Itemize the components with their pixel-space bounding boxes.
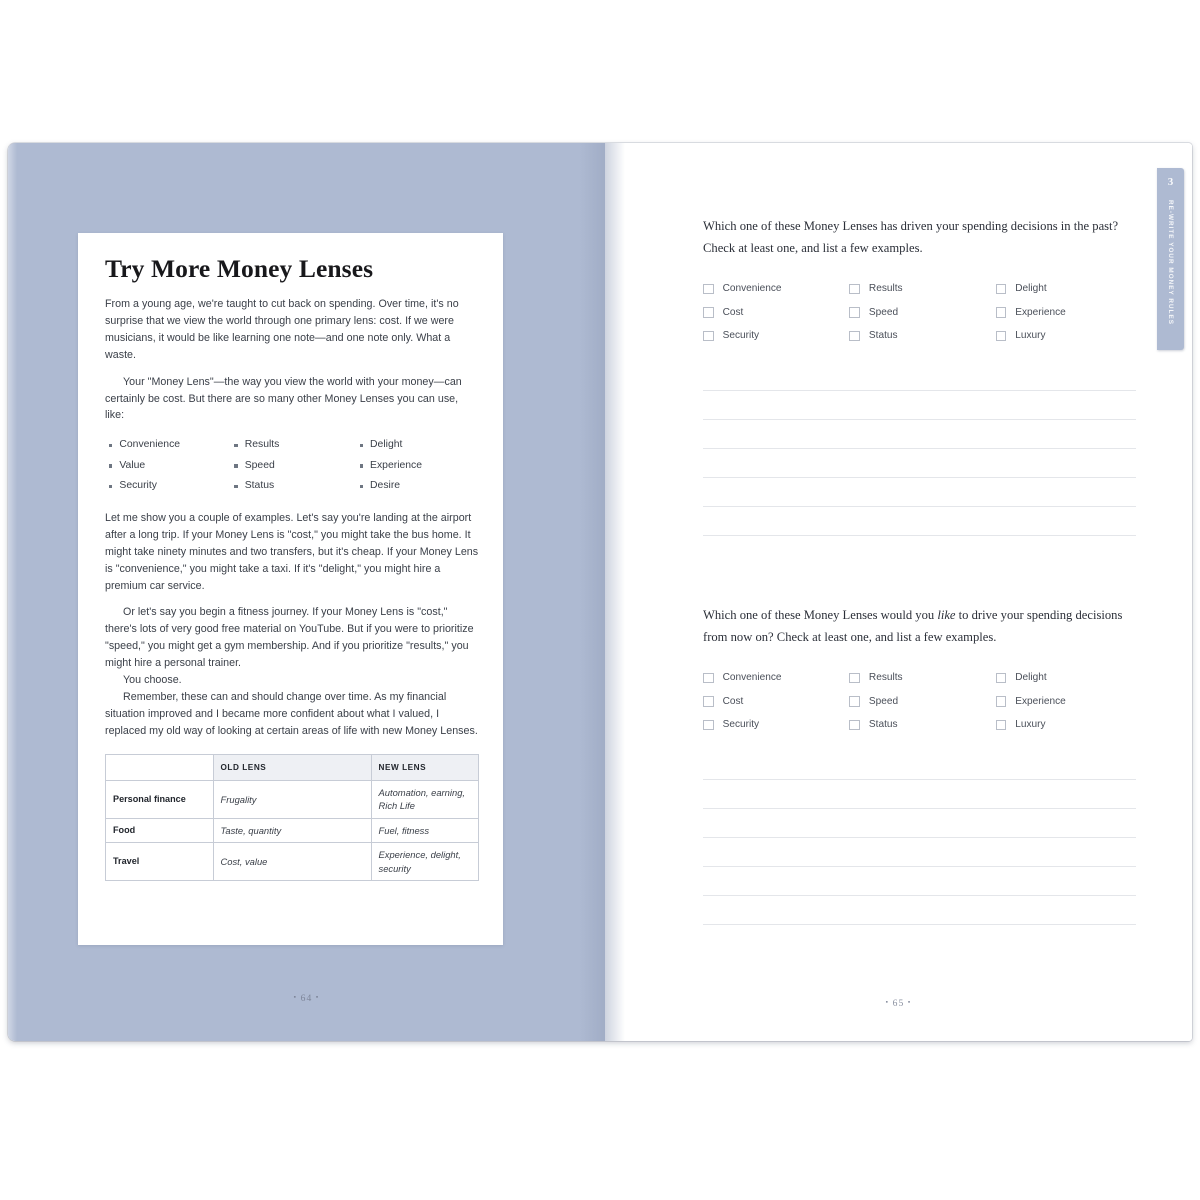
checkbox-option-luxury[interactable] xyxy=(996,324,1136,348)
checkbox-icon[interactable] xyxy=(703,720,714,731)
table-row-label: Food xyxy=(106,818,214,842)
square-bullet-icon xyxy=(360,444,363,447)
example-paragraph-fitness: Or let's say you begin a fitness journey. If your Money Lens is "cost," there's lots of very good free material on YouTube. But if you were to prioritize "speed," you might get a gym membership. And if you prioritize "results," you might hire a personal trainer. xyxy=(105,606,474,670)
write-area-future[interactable] xyxy=(703,751,1136,925)
checkbox-icon[interactable] xyxy=(996,696,1007,707)
checkbox-option-convenience[interactable] xyxy=(703,666,843,690)
list-item-label: Status xyxy=(244,480,275,492)
table-cell-new-lens: Experience, delight, security xyxy=(371,843,479,881)
money-lens-list xyxy=(109,435,479,497)
list-item xyxy=(109,435,228,456)
checkbox-label: Speed xyxy=(868,306,899,318)
folio-number: 65 xyxy=(892,998,905,1009)
write-line[interactable] xyxy=(703,362,1136,391)
you-choose-paragraph: You choose. xyxy=(123,674,182,687)
prompt-two-part-a: Which one of these Money Lenses would you xyxy=(703,608,938,622)
checkbox-option-results[interactable] xyxy=(849,666,989,690)
left-page-content-card xyxy=(78,233,503,945)
square-bullet-icon xyxy=(109,464,112,467)
checkbox-icon[interactable] xyxy=(703,307,714,318)
square-bullet-icon xyxy=(234,444,237,447)
checkbox-icon[interactable] xyxy=(703,331,714,342)
page-number-right xyxy=(605,998,1192,1009)
list-item-label: Delight xyxy=(370,439,403,451)
folio-mark-icon: ▪ xyxy=(907,999,912,1006)
checkbox-option-cost[interactable] xyxy=(703,690,843,714)
square-bullet-icon xyxy=(109,444,112,447)
checkbox-option-status[interactable] xyxy=(849,713,989,737)
checkbox-icon[interactable] xyxy=(703,673,714,684)
table-cell-new-lens: Fuel, fitness xyxy=(371,818,479,842)
checkbox-label: Convenience xyxy=(722,672,782,683)
checkbox-option-delight[interactable] xyxy=(996,666,1136,690)
checkbox-label: Results xyxy=(868,672,903,683)
checkbox-group-future xyxy=(703,666,1136,737)
write-area-past[interactable] xyxy=(703,362,1136,536)
checkbox-icon[interactable] xyxy=(849,284,860,295)
table-header-row xyxy=(106,754,479,780)
checkbox-icon[interactable] xyxy=(849,331,860,342)
table-row xyxy=(106,843,479,881)
checkbox-label: Security xyxy=(722,719,760,731)
list-item xyxy=(234,435,353,456)
checkbox-label: Cost xyxy=(722,695,744,707)
table-cell-old-lens: Cost, value xyxy=(213,843,371,881)
left-page xyxy=(8,143,605,1041)
write-line[interactable] xyxy=(703,809,1136,838)
checkbox-icon[interactable] xyxy=(996,331,1007,342)
checkbox-option-delight[interactable] xyxy=(996,277,1136,301)
checkbox-icon[interactable] xyxy=(703,696,714,707)
checkbox-icon[interactable] xyxy=(996,307,1007,318)
write-line[interactable] xyxy=(703,449,1136,478)
prompt-two-block xyxy=(703,605,1136,925)
list-item xyxy=(234,456,353,477)
square-bullet-icon xyxy=(360,485,363,488)
checkbox-label: Luxury xyxy=(1015,330,1046,342)
folio-mark-icon: ▪ xyxy=(293,994,298,1001)
right-page xyxy=(605,143,1192,1041)
table-cell-old-lens: Frugality xyxy=(213,781,371,819)
list-item-label: Speed xyxy=(244,459,275,471)
checkbox-option-cost[interactable] xyxy=(703,301,843,325)
square-bullet-icon xyxy=(234,485,237,488)
square-bullet-icon xyxy=(109,485,112,488)
checkbox-label: Speed xyxy=(868,695,899,707)
write-line[interactable] xyxy=(703,838,1136,867)
checkbox-label: Delight xyxy=(1015,672,1047,683)
write-line[interactable] xyxy=(703,507,1136,536)
example-paragraph-airport: Let me show you a couple of examples. Let's say you're landing at the airport after a long trip. If your Money Lens is "cost," you might take the bus home. It might take ninety minutes and two transfers, but it's cheap. If your Money Lens is "convenience," you might take a taxi. If it's "delight," you might hire a premium car service. xyxy=(105,511,479,592)
write-line[interactable] xyxy=(703,420,1136,449)
checkbox-option-security[interactable] xyxy=(703,713,843,737)
checkbox-group-past xyxy=(703,277,1136,348)
prompt-two-emphasis: like xyxy=(937,608,956,622)
list-item-label: Value xyxy=(119,459,146,471)
checkbox-option-speed[interactable] xyxy=(849,690,989,714)
list-item-label: Experience xyxy=(370,459,423,471)
checkbox-option-experience[interactable] xyxy=(996,301,1136,325)
list-item xyxy=(360,476,479,497)
intro-paragraph-1: From a young age, we're taught to cut back on spending. Over time, it's no surprise that we view the world through one primary lens: cost. If we were musicians, it would be like learning one note—and one note only. What a waste. xyxy=(105,298,459,361)
prompt-two-part-b: to drive your spending decisions from now on? Check at least one, and list a few examples. xyxy=(703,608,1123,644)
checkbox-icon[interactable] xyxy=(849,696,860,707)
page-title: Try More Money Lenses xyxy=(105,254,374,283)
table-row xyxy=(106,818,479,842)
list-item xyxy=(234,476,353,497)
checkbox-label: Cost xyxy=(722,306,744,318)
checkbox-option-results[interactable] xyxy=(849,277,989,301)
table-header-old-lens: OLD LENS xyxy=(213,754,371,780)
prompt-one-text: Which one of these Money Lenses has driven your spending decisions in the past? Check at least one, and list a few examples. xyxy=(703,219,1119,255)
prompt-two-text xyxy=(703,605,1136,648)
checkbox-icon[interactable] xyxy=(703,284,714,295)
checkbox-label: Experience xyxy=(1015,306,1066,318)
checkbox-option-security[interactable] xyxy=(703,324,843,348)
square-bullet-icon xyxy=(360,464,363,467)
checkbox-icon[interactable] xyxy=(996,673,1007,684)
page-number-left xyxy=(8,993,605,1004)
list-item xyxy=(109,456,228,477)
checkbox-option-convenience[interactable] xyxy=(703,277,843,301)
list-item-label: Desire xyxy=(370,480,401,492)
chapter-title-vertical: RE-WRITE YOUR MONEY RULES xyxy=(1167,200,1174,326)
checkbox-icon[interactable] xyxy=(849,720,860,731)
table-cell-new-lens: Automation, earning, Rich Life xyxy=(371,781,479,819)
checkbox-option-status[interactable] xyxy=(849,324,989,348)
checkbox-label: Status xyxy=(868,719,898,731)
checkbox-icon[interactable] xyxy=(849,673,860,684)
intro-paragraph-2: Your "Money Lens"—the way you view the world with your money—can certainly be cost. But there are so many other Money Lenses you can use, like: xyxy=(105,375,462,422)
table-header-new-lens: NEW LENS xyxy=(371,754,479,780)
checkbox-option-speed[interactable] xyxy=(849,301,989,325)
book-spread xyxy=(8,143,1192,1041)
checkbox-label: Luxury xyxy=(1015,719,1046,731)
checkbox-label: Convenience xyxy=(722,283,782,294)
table-row-label: Travel xyxy=(106,843,214,881)
table-row-label: Personal finance xyxy=(106,781,214,819)
write-line[interactable] xyxy=(703,751,1136,780)
write-line[interactable] xyxy=(703,896,1136,925)
checkbox-icon[interactable] xyxy=(996,720,1007,731)
write-line[interactable] xyxy=(703,391,1136,420)
table-corner-cell xyxy=(106,754,214,780)
table-cell-old-lens: Taste, quantity xyxy=(213,818,371,842)
checkbox-icon[interactable] xyxy=(849,307,860,318)
checkbox-label: Security xyxy=(722,330,760,342)
folio-number: 64 xyxy=(300,993,313,1004)
checkbox-icon[interactable] xyxy=(996,284,1007,295)
write-line[interactable] xyxy=(703,867,1136,896)
list-item-label: Security xyxy=(119,480,157,492)
checkbox-option-experience[interactable] xyxy=(996,690,1136,714)
list-item xyxy=(109,476,228,497)
prompt-one-block xyxy=(703,216,1136,536)
write-line[interactable] xyxy=(703,780,1136,809)
list-item-label: Convenience xyxy=(119,439,181,451)
checkbox-label: Experience xyxy=(1015,695,1066,707)
chapter-thumb-tab[interactable] xyxy=(1157,168,1184,350)
list-item-label: Results xyxy=(244,439,280,451)
table-row xyxy=(106,781,479,819)
square-bullet-icon xyxy=(234,464,237,467)
folio-mark-icon: ▪ xyxy=(315,994,320,1001)
checkbox-label: Delight xyxy=(1015,283,1047,294)
list-item xyxy=(360,456,479,477)
write-line[interactable] xyxy=(703,478,1136,507)
checkbox-option-luxury[interactable] xyxy=(996,713,1136,737)
old-new-lens-table xyxy=(105,754,479,881)
folio-mark-icon: ▪ xyxy=(885,999,890,1006)
checkbox-label: Results xyxy=(868,283,903,294)
chapter-number: 3 xyxy=(1167,176,1174,188)
remember-paragraph: Remember, these can and should change over time. As my financial situation improved and I became more confident about what I valued, I replaced my old way of looking at certain areas of life with new Money Lenses. xyxy=(105,690,478,737)
list-item xyxy=(360,435,479,456)
checkbox-label: Status xyxy=(868,330,898,342)
